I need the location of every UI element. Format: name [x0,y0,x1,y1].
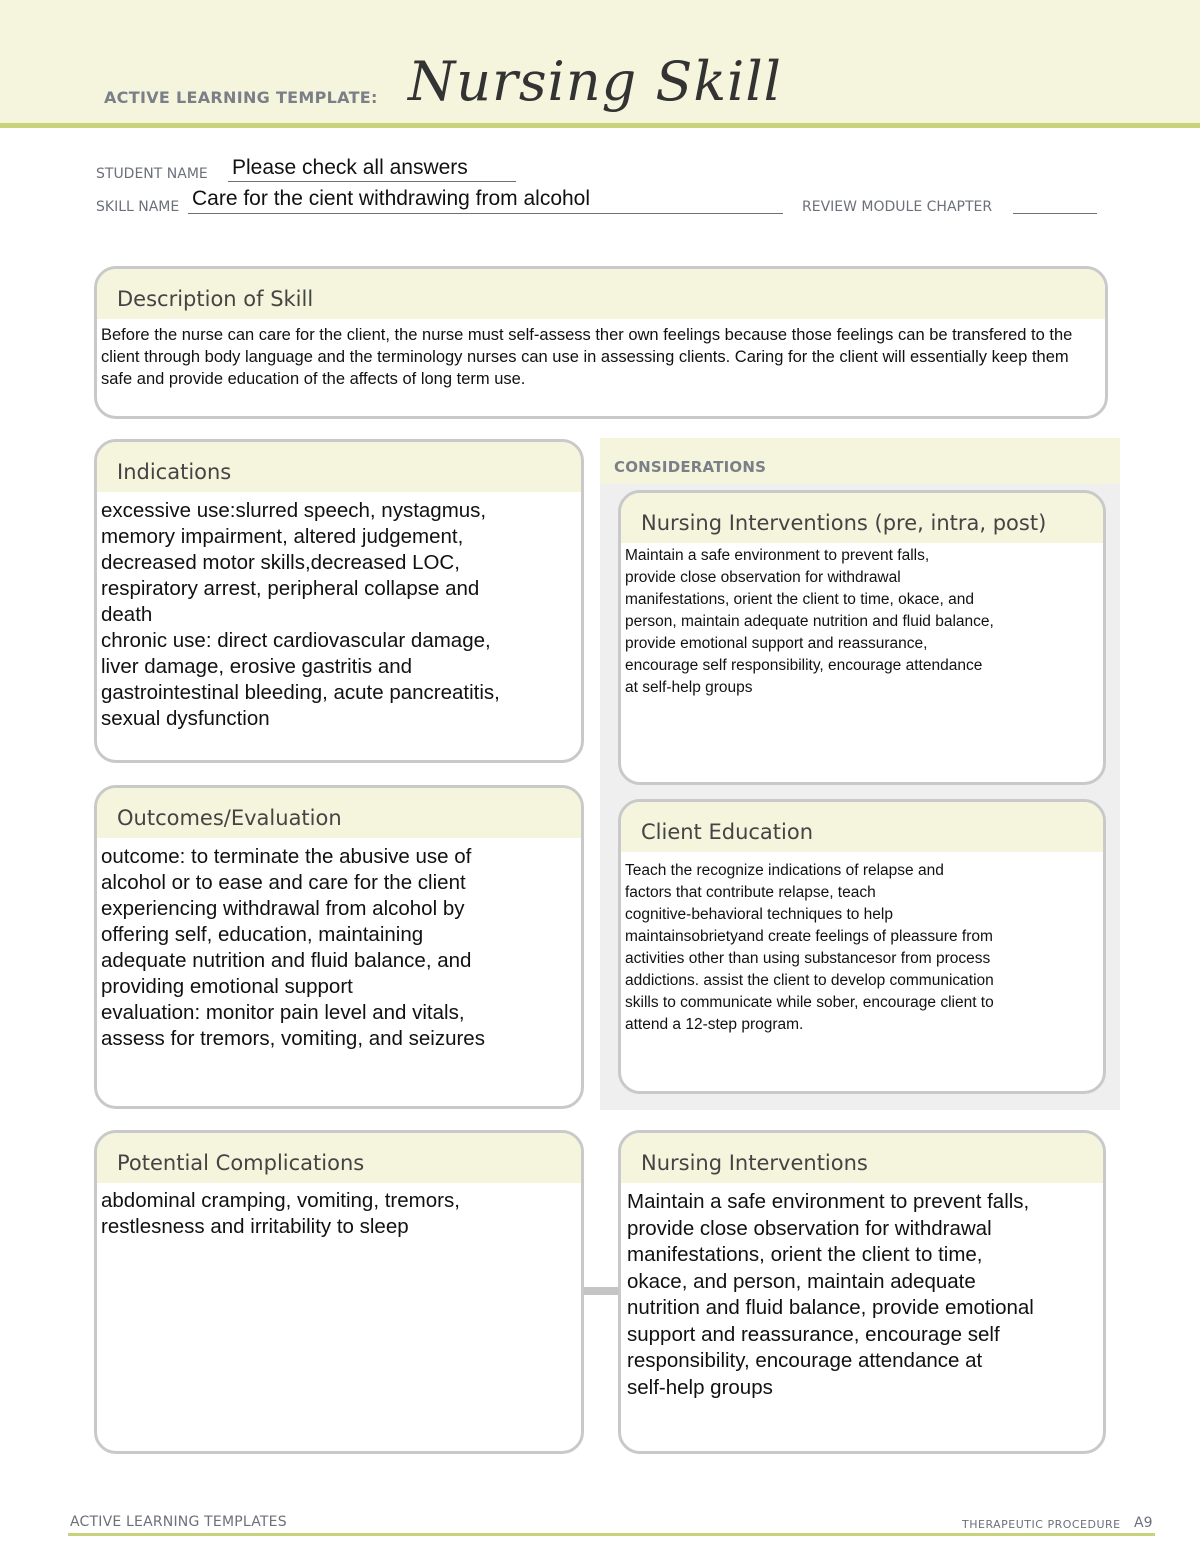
description-box [94,266,1108,419]
potential-complications-line: abdominal cramping, vomiting, tremors, [101,1189,460,1212]
nursing-interventions-pip-heading: Nursing Interventions (pre, intra, post) [621,493,1103,543]
potential-complications-box [94,1130,584,1454]
client-education-line: activities other than using substancesor from process [625,950,991,967]
indications-heading: Indications [97,442,581,492]
footer-title: ACTIVE LEARNING TEMPLATES [70,1514,287,1530]
outcomes-line: adequate nutrition and fluid balance, and [101,949,472,972]
page-title: Nursing Skill [408,50,782,113]
description-heading: Description of Skill [97,269,1105,319]
outcomes-line: alcohol or to ease and care for the client [101,871,466,894]
nursing-interventions-pip-text[interactable] [621,543,1103,699]
indications-line: gastrointestinal bleeding, acute pancreatitis, [101,681,500,704]
page-number: A9 [1134,1515,1153,1531]
nursing-interventions-pip-line: encourage self responsibility, encourage attendance [625,657,983,674]
outcomes-line: outcome: to terminate the abusive use of [101,845,472,868]
client-education-line: addictions. assist the client to develop communication [625,972,994,989]
nursing-interventions-line: support and reassurance, encourage self [627,1322,1000,1346]
nursing-interventions-box [618,1130,1106,1454]
client-education-text[interactable] [621,852,1103,1036]
nursing-interventions-pip-line: at self-help groups [625,679,753,696]
indications-box [94,439,584,763]
nursing-interventions-pip-line: Maintain a safe environment to prevent falls, [625,547,930,564]
outcomes-line: evaluation: monitor pain level and vitals, [101,1001,465,1024]
client-education-heading: Client Education [621,802,1103,852]
nursing-interventions-pip-line: manifestations, orient the client to time, okace, and [625,591,974,608]
potential-complications-heading: Potential Complications [97,1133,581,1183]
nursing-interventions-pip-line: provide close observation for withdrawal [625,569,901,586]
nursing-interventions-heading: Nursing Interventions [621,1133,1103,1183]
skill-name-label: SKILL NAME [96,199,180,215]
nursing-interventions-pip-line: provide emotional support and reassurance, [625,635,928,652]
indications-line: sexual dysfunction [101,707,270,730]
nursing-interventions-text[interactable] [621,1183,1103,1401]
nursing-interventions-line: responsibility, encourage attendance at [627,1349,983,1372]
indications-line: excessive use:slurred speech, nystagmus, [101,499,487,522]
indications-line: memory impairment, altered judgement, [101,525,464,548]
student-name-field[interactable]: Please check all answers [232,156,468,179]
student-name-line [228,181,516,182]
skill-name-line [188,213,783,214]
client-education-line: maintainsobrietyand create feelings of pleassure from [625,928,993,945]
outcomes-text[interactable] [97,838,581,1052]
client-education-box [618,799,1106,1094]
nursing-interventions-line: self-help groups [627,1375,773,1399]
indications-text[interactable] [97,492,581,732]
indications-line: death [101,603,153,626]
considerations-label: CONSIDERATIONS [614,458,767,476]
indications-line: respiratory arrest, peripheral collapse and [101,577,480,600]
outcomes-heading: Outcomes/Evaluation [97,788,581,838]
nursing-interventions-pip-box [618,490,1106,785]
skill-name-field[interactable]: Care for the cient withdrawing from alcohol [192,187,591,210]
box-connector [583,1287,620,1295]
indications-line: decreased motor skills,decreased LOC, [101,551,460,574]
outcomes-line: experiencing withdrawal from alcohol by [101,897,465,920]
description-text[interactable]: Before the nurse can care for the client, the nurse must self-assess ther own feelings because those feelings can be transfered to the client through body language and the terminology nurses can use in assessing clients. Caring for the client will essentially keep them safe and provide education of the affects of long term use. [101,326,1073,388]
review-module-line [1013,213,1097,214]
nursing-interventions-line: Maintain a safe environment to prevent falls, [627,1190,1030,1213]
client-education-line: Teach the recognize indications of relapse and [625,862,944,879]
template-label: ACTIVE LEARNING TEMPLATE: [104,88,378,107]
potential-complications-text[interactable] [97,1183,581,1240]
indications-line: liver damage, erosive gastritis and [101,655,413,678]
client-education-line: factors that contribute relapse, teach [625,884,876,901]
client-education-line: attend a 12-step program. [625,1016,804,1033]
potential-complications-line: restlesness and irritability to sleep [101,1215,409,1238]
footer-rule [68,1533,1155,1536]
nursing-interventions-line: okace, and person, maintain adequate [627,1269,976,1293]
nursing-interventions-line: nutrition and fluid balance, provide emotional [627,1296,1034,1319]
nursing-interventions-line: manifestations, orient the client to time, [627,1243,983,1266]
outcomes-line: offering self, education, maintaining [101,923,424,946]
header-rule [0,123,1200,128]
review-module-label: REVIEW MODULE CHAPTER [802,199,993,215]
student-name-label: STUDENT NAME [96,166,208,182]
nursing-interventions-line: provide close observation for withdrawal [627,1216,992,1240]
footer-section: THERAPEUTIC PROCEDURE [962,1518,1121,1531]
client-education-line: cognitive-behavioral techniques to help [625,906,893,923]
outcomes-line: providing emotional support [101,975,353,998]
outcomes-line: assess for tremors, vomiting, and seizures [101,1027,485,1050]
nursing-interventions-pip-line: person, maintain adequate nutrition and fluid balance, [625,613,994,630]
client-education-line: skills to communicate while sober, encourage client to [625,994,994,1011]
indications-line: chronic use: direct cardiovascular damage, [101,629,491,652]
outcomes-box [94,785,584,1109]
